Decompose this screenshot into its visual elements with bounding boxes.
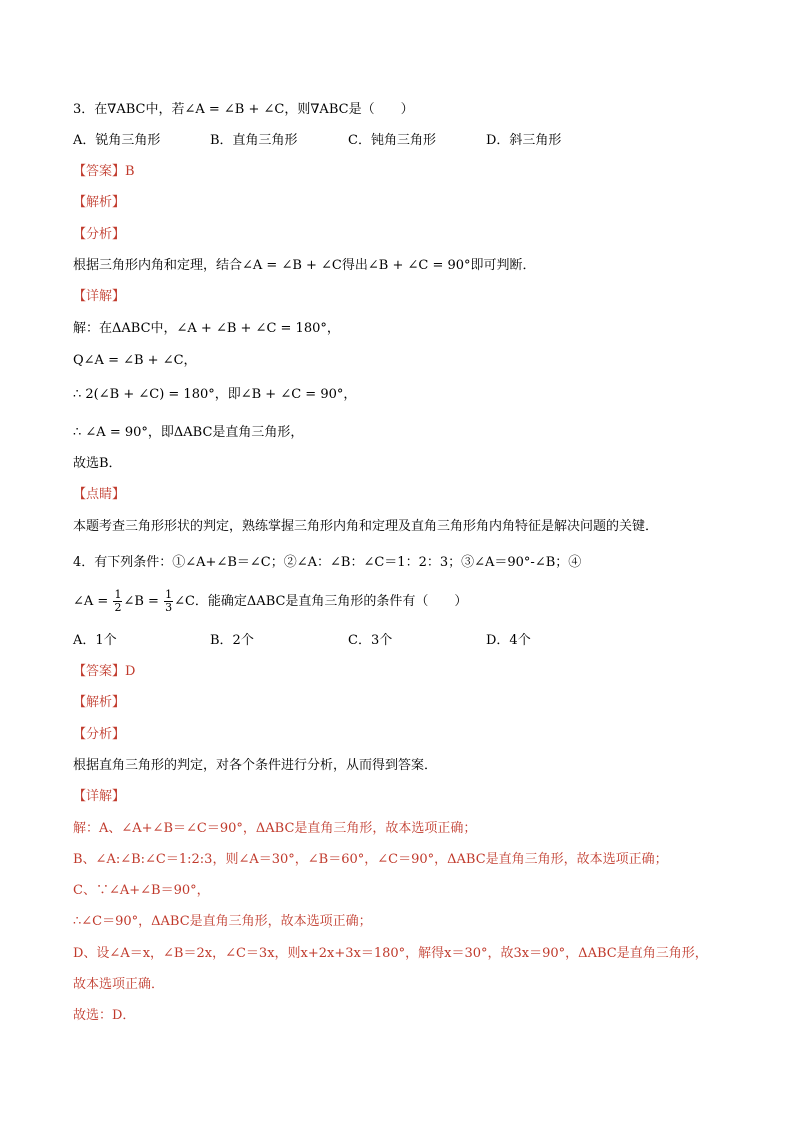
q4-step-5: D、设∠A＝x，∠B＝2x，∠C＝3x，则x+2x+3x＝180°，解得x＝30°，故3x＝90°，ΔABC是直角三角形，: [73, 946, 708, 961]
q4-stem-line2: [73, 588, 467, 616]
q4-fraction-third: [164, 589, 173, 614]
q4-option-c: C．3个: [348, 633, 393, 648]
q3-jiexi-tag: 【解析】: [73, 195, 126, 210]
q4-frac2-den: 3: [165, 601, 173, 614]
q3-option-b: B．直角三角形: [210, 133, 298, 148]
q3-step-2: Q∠A = ∠B + ∠C，: [73, 353, 197, 368]
q4-stem-part-a: ∠A =: [73, 594, 109, 609]
q4-fenxi-text: 根据直角三角形的判定，对各个条件进行分析，从而得到答案．: [73, 758, 438, 773]
q3-step-1: 解：在ΔABC中，∠A + ∠B + ∠C = 180°，: [73, 321, 340, 336]
q3-option-a: A．锐角三角形: [73, 133, 161, 148]
q4-step-1: 解：A、∠A+∠B＝∠C＝90°，ΔABC是直角三角形，故本选项正确；: [73, 821, 477, 836]
q3-fenxi-text: 根据三角形内角和定理，结合∠A = ∠B + ∠C得出∠B + ∠C = 90°即可判断．: [73, 258, 536, 273]
q4-xiangjie-tag: 【详解】: [73, 789, 126, 804]
q3-xiangjie-tag: 【详解】: [73, 289, 126, 304]
q4-stem-part-b: ∠B =: [123, 594, 159, 609]
q4-step-6: 故本选项正确．: [73, 977, 165, 992]
q3-dianjing-tag: 【点睛】: [73, 487, 126, 502]
q4-frac1-num: 1: [114, 588, 122, 601]
q4-step-2: B、∠A:∠B:∠C＝1:2:3，则∠A＝30°，∠B＝60°，∠C＝90°，ΔABC是直角三角形，故本选项正确；: [73, 852, 668, 867]
q4-step-3: C、∵∠A+∠B＝90°，: [73, 883, 210, 898]
q4-option-a: A．1个: [73, 633, 117, 648]
q4-fenxi-tag: 【分析】: [73, 727, 126, 742]
q4-step-4: ∴∠C＝90°，ΔABC是直角三角形，故本选项正确；: [73, 914, 372, 929]
q3-step-3: ∴ 2(∠B + ∠C) = 180°，即∠B + ∠C = 90°，: [73, 387, 357, 402]
q4-frac2-num: 1: [165, 588, 173, 601]
q4-jiexi-tag: 【解析】: [73, 695, 126, 710]
q3-step-5: 故选B．: [73, 456, 122, 471]
q3-stem: 3．在∇ABC中，若∠A = ∠B + ∠C，则∇ABC是（ ）: [73, 102, 414, 117]
q3-answer-tag: 【答案】: [73, 164, 126, 179]
q4-frac1-den: 2: [114, 601, 122, 614]
q3-option-d: D．斜三角形: [486, 133, 562, 148]
q3-step-4: ∴ ∠A = 90°，即ΔABC是直角三角形，: [73, 425, 304, 440]
q3-fenxi-tag: 【分析】: [73, 227, 126, 242]
q4-step-7: 故选：D．: [73, 1008, 136, 1023]
q3-option-c: C．钝角三角形: [348, 133, 436, 148]
q4-fraction-half: [113, 589, 122, 614]
q4-option-d: D．4个: [486, 633, 531, 648]
q3-answer-line: [73, 163, 135, 181]
q4-answer: D: [125, 664, 136, 679]
q4-stem-line1: 4．有下列条件：①∠A+∠B＝∠C；②∠A：∠B：∠C＝1：2：3；③∠A＝90°-∠B；④: [73, 555, 582, 570]
q3-dianjing-text: 本题考查三角形形状的判定，熟练掌握三角形内角和定理及直角三角形角内角特征是解决问题的关键．: [73, 519, 659, 534]
q4-answer-tag: 【答案】: [73, 664, 126, 679]
q4-answer-line: [73, 663, 135, 681]
q4-stem-part-c: ∠C．能确定ΔABC是直角三角形的条件有（ ）: [174, 594, 468, 609]
q3-answer: B: [125, 164, 135, 179]
q4-option-b: B．2个: [210, 633, 254, 648]
